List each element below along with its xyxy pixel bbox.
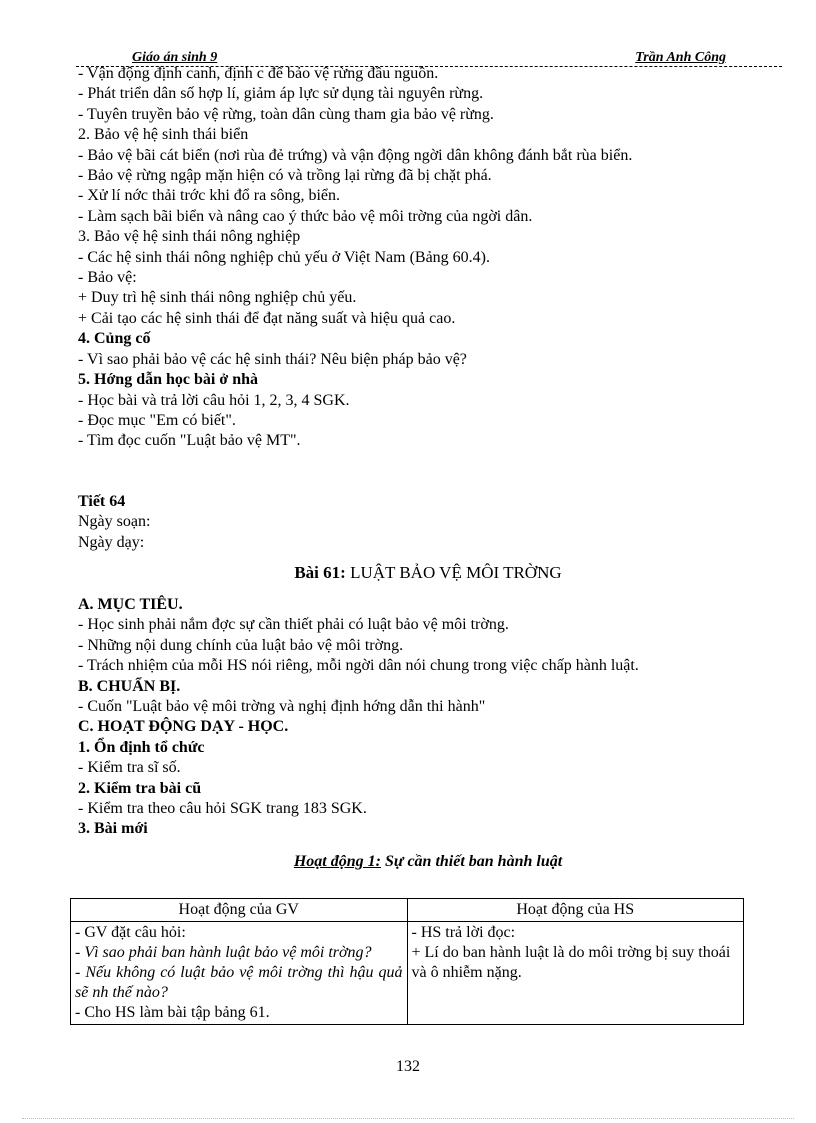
on-dinh-heading: 1. Ổn định tổ chức: [78, 738, 205, 756]
header-subject: Giáo án sinh 9: [132, 50, 218, 65]
gv-cell: [71, 922, 408, 1025]
col-header-gv: Hoạt động của GV: [71, 899, 408, 922]
gv-line: - Cho HS làm bài tập bảng 61.: [75, 1004, 270, 1021]
lesson-name: LUẬT BẢO VỆ MÔI TRỜNG: [350, 562, 562, 582]
chuan-bi-heading: B. CHUẨN BỊ.: [78, 677, 181, 695]
text-line: - Tìm đọc cuốn "Luật bảo vệ MT".: [78, 432, 301, 450]
text-line: + Cải tạo các hệ sinh thái để đạt năng suất và hiệu quả cao.: [78, 309, 456, 327]
hs-line: - HS trả lời đọc:: [411, 924, 516, 941]
text-line: - Các hệ sinh thái nông nghiệp chủ yếu ở Việt Nam (Bảng 60.4).: [78, 248, 491, 266]
ngay-day: Ngày dạy:: [78, 533, 145, 551]
text-line: - Đọc mục "Em có biết".: [78, 411, 236, 429]
text-line: - Làm sạch bãi biển và nâng cao ý thức bảo vệ môi trờng của ngời dân.: [78, 207, 533, 225]
text-line: - Trách nhiệm của mỗi HS nói riêng, mỗi ngời dân nói chung trong việc chấp hành luật.: [78, 657, 639, 675]
col-header-hs: Hoạt động của HS: [407, 899, 744, 922]
gv-line: - GV đặt câu hỏi:: [75, 924, 186, 941]
tiet-heading: Tiết 64: [78, 492, 126, 510]
activity-heading: [78, 852, 778, 872]
cung-co-heading: 4. Củng cố: [78, 330, 151, 348]
lesson-title: [78, 561, 778, 585]
gv-question: - Nếu không có luật bảo vệ môi trờng thì hậu quả sẽ nh thế nào?: [75, 964, 403, 1001]
header-author: Trần Anh Công: [635, 50, 726, 65]
activity-text: Sự cần thiết ban hành luật: [380, 852, 563, 870]
activity-label: Hoạt động 1:: [293, 852, 381, 870]
lesson-number: Bài 61:: [294, 562, 346, 582]
text-line: - Kiểm tra sĩ số.: [78, 759, 181, 777]
kiem-tra-heading: 2. Kiểm tra bài cũ: [78, 779, 202, 797]
table-header-row: [71, 899, 744, 922]
text-line: - Bảo vệ:: [78, 269, 137, 287]
text-line: - Xử lí nớc thải trớc khi đổ ra sông, biển.: [78, 187, 340, 205]
text-line: - Những nội dung chính của luật bảo vệ môi trờng.: [78, 636, 404, 654]
section-heading: 3. Bảo vệ hệ sinh thái nông nghiệp: [78, 228, 301, 246]
text-line: - Tuyên truyền bảo vệ rừng, toàn dân cùng tham gia bảo vệ rừng.: [78, 105, 494, 123]
text-line: - Học bài và trả lời câu hỏi 1, 2, 3, 4 SGK.: [78, 391, 350, 409]
text-line: - Vì sao phải bảo vệ các hệ sinh thái? Nêu biện pháp bảo vệ?: [78, 350, 467, 368]
text-line: - Kiểm tra theo câu hỏi SGK trang 183 SGK.: [78, 800, 367, 817]
text-line: - Bảo vệ rừng ngập mặn hiện có và trồng lại rừng đã bị chặt phá.: [78, 167, 492, 185]
activity-table: [70, 898, 744, 1025]
footer-rule: [22, 1118, 794, 1119]
text-line: - Phát triển dân số hợp lí, giảm áp lực sử dụng tài nguyên rừng.: [78, 85, 484, 103]
muc-tieu-heading: A. MỤC TIÊU.: [78, 595, 183, 613]
text-line: + Duy trì hệ sinh thái nông nghiệp chủ yếu.: [78, 289, 357, 307]
text-line: - Cuốn "Luật bảo vệ môi trờng và nghị định hớng dẫn thi hành": [78, 697, 486, 715]
page-content: [78, 64, 778, 882]
huong-dan-heading: 5. Hớng dẫn học bài ở nhà: [78, 371, 258, 389]
text-line: - Bảo vệ bãi cát biển (nơi rùa đẻ trứng) và vận động ngời dân không đánh bắt rùa biển.: [78, 146, 633, 164]
hs-line: + Lí do ban hành luật là do môi trờng bị suy thoái và ô nhiễm nặng.: [411, 944, 731, 981]
text-line: - Học sinh phải nắm đợc sự cần thiết phải có luật bảo vệ môi trờng.: [78, 616, 509, 634]
section-heading: 2. Bảo vệ hệ sinh thái biển: [78, 126, 249, 144]
gv-question: - Vì sao phải ban hành luật bảo vệ môi trờng?: [75, 944, 372, 961]
bai-moi-heading: 3. Bài mới: [78, 820, 148, 838]
text-line: - Vận động định canh, định c để bảo vệ rừng đầu nguồn.: [78, 65, 439, 82]
ngay-soan: Ngày soạn:: [78, 513, 151, 531]
page-number: 132: [396, 1058, 420, 1075]
hoat-dong-heading: C. HOẠT ĐỘNG DẠY - HỌC.: [78, 718, 289, 736]
hs-cell: [407, 922, 744, 1025]
table-row: [71, 922, 744, 1025]
